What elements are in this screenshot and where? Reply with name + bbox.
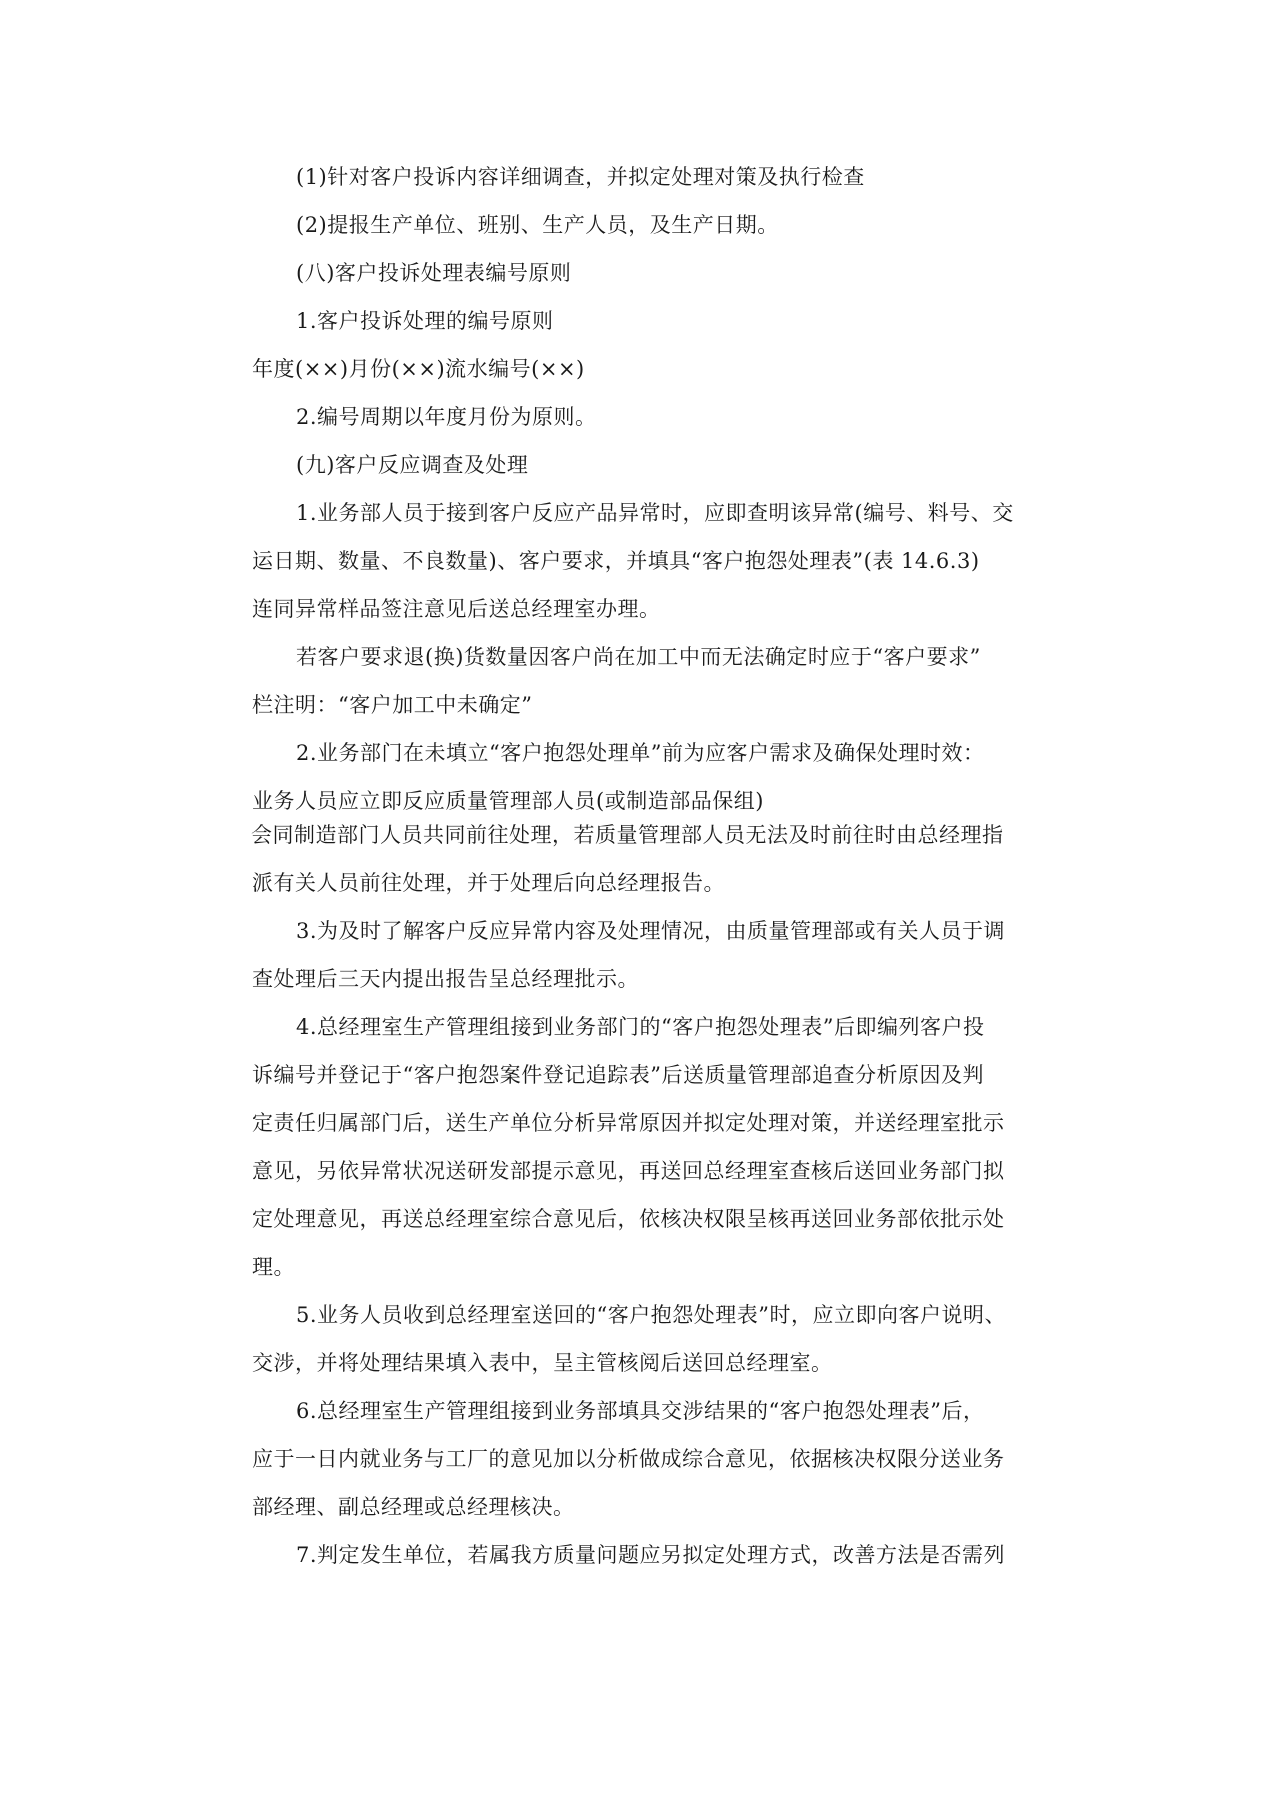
text-line: 栏注明：“客户加工中未确定”: [252, 693, 533, 717]
text-line: 年度(××)月份(××)流水编号(××): [252, 357, 585, 381]
text-line: 7.判定发生单位，若属我方质量问题应另拟定处理方式，改善方法是否需列: [296, 1543, 1006, 1567]
text-line: 交涉，并将处理结果填入表中，呈主管核阅后送回总经理室。: [252, 1351, 833, 1375]
text-line: 应于一日内就业务与工厂的意见加以分析做成综合意见，依据核决权限分送业务: [252, 1447, 1005, 1471]
text-line: (1)针对客户投诉内容详细调查，并拟定处理对策及执行检查: [296, 165, 865, 189]
text-line: 3.为及时了解客户反应异常内容及处理情况，由质量管理部或有关人员于调: [296, 919, 1006, 943]
text-line: 运日期、数量、不良数量)、客户要求，并填具“客户抱怨处理表”(表 14.6.3): [252, 549, 980, 573]
text-line: 1.客户投诉处理的编号原则: [296, 309, 554, 333]
text-line: 派有关人员前往处理，并于处理后向总经理报告。: [252, 871, 725, 895]
text-line: 部经理、副总经理或总经理核决。: [252, 1495, 575, 1519]
text-line: 1.业务部人员于接到客户反应产品异常时，应即查明该异常(编号、料号、交: [296, 501, 1014, 525]
text-line: 2.编号周期以年度月份为原则。: [296, 405, 597, 429]
text-line: 会同制造部门人员共同前往处理，若质量管理部人员无法及时前往时由总经理指: [251, 823, 1004, 847]
text-line: 定处理意见，再送总经理室综合意见后，依核决权限呈核再送回业务部依批示处: [252, 1207, 1005, 1231]
text-line: 6.总经理室生产管理组接到业务部填具交涉结果的“客户抱怨处理表”后，: [296, 1399, 985, 1423]
section-heading: (九)客户反应调查及处理: [296, 453, 529, 477]
text-line: 意见，另依异常状况送研发部提示意见，再送回总经理室查核后送回业务部门拟: [252, 1159, 1005, 1183]
text-line: 若客户要求退(换)货数量因客户尚在加工中而无法确定时应于“客户要求”: [296, 645, 981, 669]
text-line: 2.业务部门在未填立“客户抱怨处理单”前为应客户需求及确保处理时效：: [296, 741, 985, 765]
document-body: [252, 160, 1052, 1572]
text-line: 诉编号并登记于“客户抱怨案件登记追踪表”后送质量管理部追查分析原因及判: [252, 1063, 984, 1087]
text-line: 5.业务人员收到总经理室送回的“客户抱怨处理表”时，应立即向客户说明、: [296, 1303, 1007, 1327]
text-line: 4.总经理室生产管理组接到业务部门的“客户抱怨处理表”后即编列客户投: [296, 1015, 985, 1039]
text-line: 理。: [252, 1255, 295, 1279]
text-line: (2)提报生产单位、班别、生产人员，及生产日期。: [296, 213, 779, 237]
section-heading: (八)客户投诉处理表编号原则: [296, 261, 572, 285]
text-line: 定责任归属部门后，送生产单位分析异常原因并拟定处理对策，并送经理室批示: [252, 1111, 1005, 1135]
text-line: 业务人员应立即反应质量管理部人员(或制造部品保组): [252, 789, 764, 813]
text-line: 查处理后三天内提出报告呈总经理批示。: [252, 967, 639, 991]
text-line: 连同异常样品签注意见后送总经理室办理。: [252, 597, 661, 621]
